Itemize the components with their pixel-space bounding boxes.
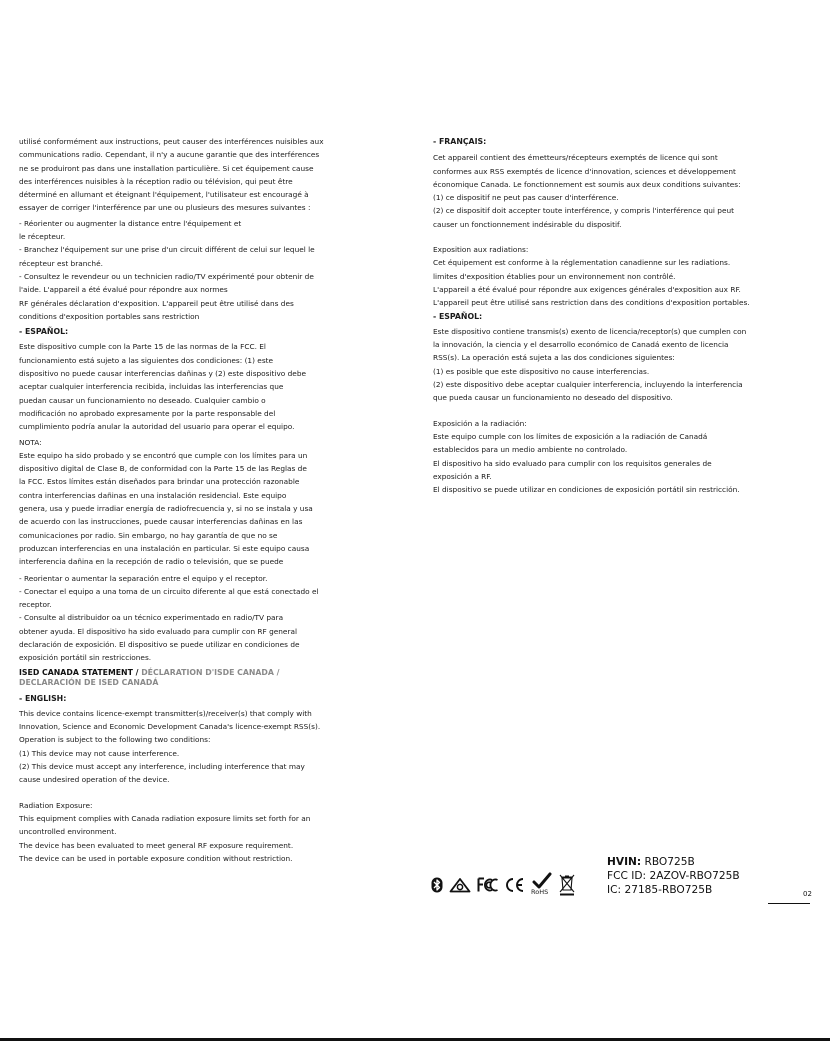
text-line: dispositivo no puede causar interferencias dañinas y (2) este dispositivo debe [19,369,306,379]
text-line: Operation is subject to the following two conditions: [19,735,211,745]
text-line: contra interferencias dañinas en una instalación residencial. Este equipo [19,490,287,500]
page-number-rule [768,903,810,904]
text-line: - Réorienter ou augmenter la distance entre l'équipement et [19,218,242,228]
ised-title-english: ISED CANADA STATEMENT / [19,667,142,677]
english-paragraph [19,707,364,787]
text-line: dispositivo digital de Clase B, de conformidad con la Parte 15 de las Reglas de [19,464,307,474]
nota-paragraph [19,449,364,569]
ised-section-title [19,668,364,689]
espanol-paragraph [19,340,364,433]
text-line: causer un fonctionnement indésirable du dispositif. [433,219,622,229]
francais-heading: - FRANÇAIS: [433,137,487,146]
text-line: produzcan interferencias en una instalación en particular. Si este equipo causa [19,543,310,553]
text-line: l'aide. L'appareil a été évalué pour répondre aux normes [19,285,228,295]
text-line: - Branchez l'équipement sur une prise d'un circuit différent de celui sur lequel le [19,245,315,255]
espanol-heading-right: - ESPAÑOL: [433,311,483,321]
text-line: économique Canada. Le fonctionnement est soumis aux deux conditions suivantes: [433,179,741,189]
text-line: conditions d'exposition portables sans restriction [19,311,200,321]
ised-title-spanish: DECLARACIÓN DE ISED CANADÁ [19,678,159,688]
text-line: modificación no aprobado expresamente por la parte responsable del [19,408,276,418]
radiation-exposure-paragraph [19,799,364,865]
text-line: Exposición a la radiación: [433,418,527,428]
text-line: que pueda causar un funcionamiento no deseado del dispositivo. [433,393,673,403]
text-line: RSS(s). La operación está sujeta a las dos condiciones siguientes: [433,353,675,363]
bluetooth-icon [431,877,443,893]
exposition-paragraph [433,243,793,309]
text-line: limites d'exposition établies pour un environnement non contrôlé. [433,271,676,281]
text-line: (2) This device must accept any interference, including interference that may [19,762,305,772]
text-line: la FCC. Estos límites están diseñados para brindar una protección razonable [19,477,300,487]
text-line: Este equipo ha sido probado y se encontró que cumple con los límites para un [19,450,308,460]
nota-heading: NOTA: [19,437,42,447]
text-line: Cet équipement est conforme à la réglementation canadienne sur les radiations. [433,258,731,268]
text-line: déterminé en allumant et éteignant l'équipement, l'utilisateur est encouragé à [19,190,309,200]
text-line: L'appareil a été évalué pour répondre aux exigences générales d'exposition aux RF. [433,284,741,294]
english-heading: - ENGLISH: [19,693,67,703]
home-icon [449,877,471,893]
french-intro-paragraph [19,135,364,215]
text-line: Cet appareil contient des émetteurs/récepteurs exemptés de licence qui sont [433,153,718,163]
text-line: RF générales déclaration d'exposition. L'appareil peut être utilisé dans des [19,298,294,308]
text-line: This equipment complies with Canada radiation exposure limits set forth for an [19,813,311,823]
text-line: genera, usa y puede irradiar energía de radiofrecuencia y, si no se instala y usa [19,504,313,514]
espanol-paragraph-right [433,325,793,405]
text-line: interferencia dañina en la recepción de radio o televisión, que se puede [19,557,284,567]
rohs-icon [531,872,553,898]
text-line: ne se produiront pas dans une installation particulière. Si cet équipement cause [19,163,314,173]
text-line: The device can be used in portable exposure condition without restriction. [19,853,293,863]
text-line: L'appareil peut être utilisé sans restriction dans des conditions d'exposition portables. [433,298,750,308]
text-line: obtener ayuda. El dispositivo ha sido evaluado para cumplir con RF general [19,626,298,636]
hvin-value: RBO725B [644,856,695,868]
text-line: (1) es posible que este dispositivo no cause interferencias. [433,366,650,376]
text-line: (2) ce dispositif doit accepter toute interférence, y compris l'interférence qui peut [433,206,735,216]
text-line: cumplimiento podría anular la autoridad del usuario para operar el equipo. [19,422,295,432]
text-line: - Reorientar o aumentar la separación entre el equipo y el receptor. [19,573,268,583]
text-line: The device has been evaluated to meet general RF exposure requirement. [19,840,294,850]
left-column [19,135,364,865]
text-line: Innovation, Science and Economic Development Canada's licence-exempt RSS(s). [19,722,321,732]
nota-measures-list [19,572,364,665]
text-line: puedan causar un funcionamiento no deseado. Cualquier cambio o [19,395,266,405]
text-line: conformes aux RSS exemptés de licence d'innovation, sciences et développement [433,166,736,176]
text-line: Radiation Exposure: [19,800,93,810]
text-line: des interférences nuisibles à la réception radio ou télévision, qui peut être [19,176,293,186]
page-number: 02 [803,890,812,898]
text-line: El dispositivo ha sido evaluado para cumplir con los requisitos generales de [433,458,712,468]
text-line: la innovación, la ciencia y el desarrollo económico de Canadá exento de licencia [433,340,729,350]
text-line: receptor. [19,600,52,610]
ce-icon [505,877,525,893]
fcc-id: FCC ID: 2AZOV-RBO725B [607,870,740,883]
text-line: - Conectar el equipo a una toma de un circuito diferente al que está conectado el [19,586,319,596]
text-line: El dispositivo se puede utilizar en condiciones de exposición portátil sin restricción. [433,485,740,495]
ised-title-french: DÉCLARATION D'ISDE CANADA / [141,667,280,677]
text-line: essayer de corriger l'interférence par une ou plusieurs des mesures suivantes : [19,203,311,213]
text-line: uncontrolled environment. [19,827,117,837]
text-line: comunicaciones por radio. Sin embargo, no hay garantía de que no se [19,530,278,540]
hvin-label: HVIN: [607,856,642,868]
text-line: Este dispositivo cumple con la Parte 15 de las normas de la FCC. El [19,342,266,352]
text-line: aceptar cualquier interferencia recibida, incluidas las interferencias que [19,382,284,392]
text-line: Este dispositivo contiene transmis(s) exento de licencia/receptor(s) que cumplen con [433,326,747,336]
rohs-label: RoHS [531,888,549,896]
exposicion-paragraph [433,417,793,497]
text-line: exposición a RF. [433,471,492,481]
text-line: récepteur est branché. [19,258,103,268]
french-measures-list [19,217,364,323]
text-line: le récepteur. [19,232,66,242]
espanol-heading: - ESPAÑOL: [19,327,69,337]
weee-bin-icon [559,874,575,896]
text-line: This device contains licence-exempt transmitter(s)/receiver(s) that comply with [19,708,312,718]
text-line: declaración de exposición. El dispositivo se puede utilizar en condiciones de [19,639,300,649]
text-line: funcionamiento está sujeto a las siguientes dos condiciones: (1) este [19,355,274,365]
text-line: establecidos para un medio ambiente no controlado. [433,445,628,455]
text-line: (1) This device may not cause interference. [19,748,180,758]
text-line: exposición portátil sin restricciones. [19,653,152,663]
text-line: communications radio. Cependant, il n'y a aucune garantie que des interférences [19,150,320,160]
text-line: - Consultez le revendeur ou un technicien radio/TV expérimenté pour obtenir de [19,271,314,281]
fcc-icon [477,877,499,893]
text-line: (2) este dispositivo debe aceptar cualquier interferencia, incluyendo la interferencia [433,380,743,390]
text-line: - Consulte al distribuidor oa un técnico experimentado en radio/TV para [19,613,284,623]
ic-number: IC: 27185-RBO725B [607,884,713,897]
text-line: Este equipo cumple con los límites de exposición a la radiación de Canadá [433,431,708,441]
text-line: cause undesired operation of the device. [19,775,170,785]
device-identifiers [607,855,740,898]
text-line: (1) ce dispositif ne peut pas causer d'interférence. [433,193,619,203]
francais-paragraph [433,151,793,231]
certification-logos [431,871,581,899]
text-line: utilisé conformément aux instructions, peut causer des interférences nuisibles aux [19,137,324,146]
text-line: Exposition aux radiations: [433,245,529,255]
right-column [433,135,793,496]
text-line: de acuerdo con las instrucciones, puede causar interferencias dañinas en las [19,517,303,527]
